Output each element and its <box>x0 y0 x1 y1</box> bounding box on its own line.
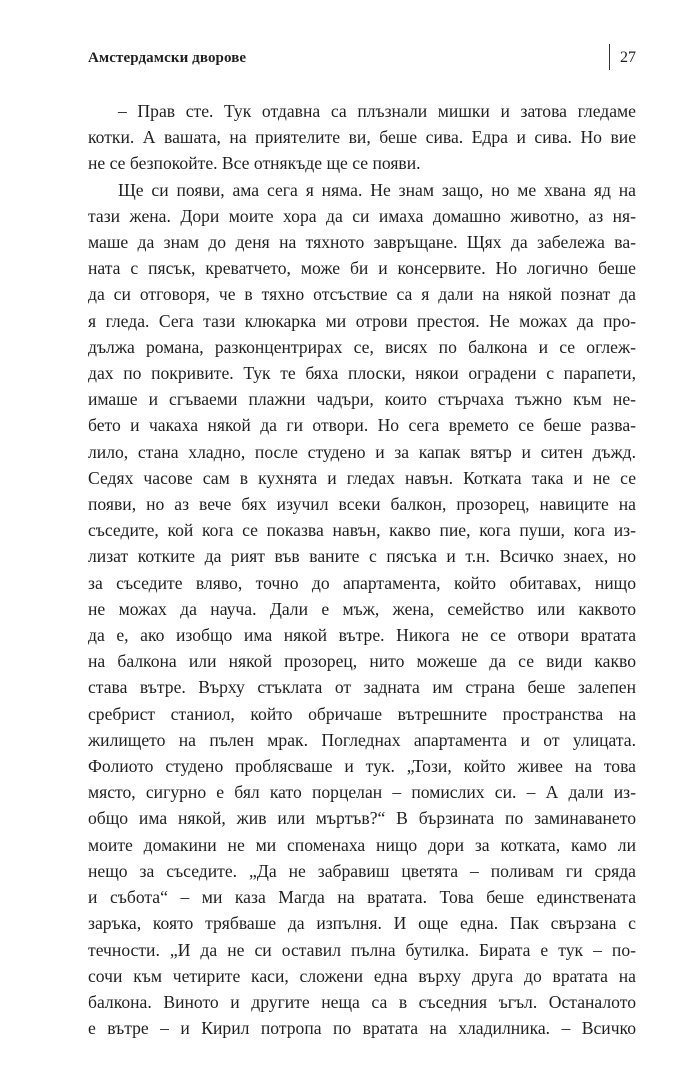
text-line: за съседите вляво, точно до апартамента, който обитавах, нищо <box>88 572 636 593</box>
text-line: нещо за съседите. „Да не забравиш цветята – поливам ги сряда <box>88 860 636 881</box>
text-line: жилището на пълен мрак. Погледнах апартамента и от улицата. <box>88 729 636 750</box>
text-line: е вътре – и Кирил потропа по вратата на хладилника. – Всичко <box>88 1018 636 1039</box>
text-line: течности. „И да не си оставил пълна бутилка. Бирата е тук – по- <box>88 939 636 960</box>
running-title: Амстердамски дворове <box>88 50 247 66</box>
text-line: не можах да науча. Дали е мъж, жена, семейство или каквото <box>88 598 636 619</box>
text-line: Седях часове сам в кухнята и гледах навън. Котката така и не се <box>88 467 636 488</box>
running-header <box>88 48 636 72</box>
text-line: заръка, която трябваше да изпълня. И още една. Пак свързана с <box>88 913 636 934</box>
text-line: Фолиото студено проблясваше и тук. „Този, който живее на това <box>88 756 636 777</box>
text-line: я гледа. Сега тази клюкарка ми отрови престоя. Не можах да про- <box>88 310 636 331</box>
header-divider <box>609 44 610 70</box>
text-line: имаше и сгъваеми плажни чадъри, които стърчаха тъжно към не- <box>88 389 636 410</box>
body-text <box>88 98 636 1041</box>
text-line: общо има някой, жив или мъртъв?“ В бързината по заминаването <box>88 808 636 829</box>
text-line: появи, но аз вече бях изучил всеки балкон, прозорец, навиците на <box>88 494 636 515</box>
text-line: да е, ако изобщо има някой вътре. Никога не се отвори вратата <box>88 625 636 646</box>
text-line: дължа романа, разконцентрирах се, висях по балкона и се оглеж- <box>88 336 636 357</box>
text-line: Ще си появи, ама сега я няма. Не знам защо, но ме хвана яд на <box>118 179 636 200</box>
page-number: 27 <box>620 49 636 66</box>
text-line: сочи към четирите каси, сложени една върху друга до вратата на <box>88 965 636 986</box>
text-line: дах по покривите. Тук те бяха плоски, някои оградени с парапети, <box>88 363 636 384</box>
text-line: ната с пясък, креватчето, може би и консервите. Но логично беше <box>88 258 636 279</box>
text-line: и събота“ – ми каза Магда на вратата. Това беше единствената <box>88 887 636 908</box>
text-line: тази жена. Дори моите хора да си имаха домашно животно, аз ня- <box>88 205 636 226</box>
text-line: съседите, кой кога се показва навън, какво пие, кога пуши, кога из- <box>88 520 636 541</box>
text-line: става вътре. Върху стъклата от задната им страна беше залепен <box>88 677 636 698</box>
text-line: сребрист станиол, който обричаше вътрешните пространства на <box>88 703 636 724</box>
text-line: да си отговоря, че в тяхно отсъствие са я дали на някой познат да <box>88 284 636 305</box>
text-line: моите домакини не ми споменаха нищо дори за котката, камо ли <box>88 834 636 855</box>
text-line: лизат котките да рият във ваните с пясъка и т.н. Всичко знаех, но <box>88 546 636 567</box>
text-line: не се безпокойте. Все отнякъде ще се появи. <box>88 153 421 174</box>
text-line: маше да знам до деня на тяхното завръщане. Щях да забележа ва- <box>88 232 636 253</box>
text-line: балкона. Виното и другите неща са в съседния ъгъл. Останалото <box>88 991 636 1012</box>
text-line: котки. А вашата, на приятелите ви, беше сива. Едра и сива. Но вие <box>88 127 636 148</box>
text-line: – Прав сте. Тук отдавна са плъзнали мишки и затова гледаме <box>118 101 636 121</box>
text-line: бето и чакаха някой да ги отвори. Но сега времето се беше разва- <box>88 415 636 436</box>
text-line: на балкона или някой прозорец, нито можеше да се види какво <box>88 651 636 672</box>
text-line: място, сигурно е бял като порцелан – помислих си. – А дали из- <box>88 782 636 803</box>
text-line: лило, стана хладно, после студено и за капак вятър и ситен дъжд. <box>88 441 636 462</box>
